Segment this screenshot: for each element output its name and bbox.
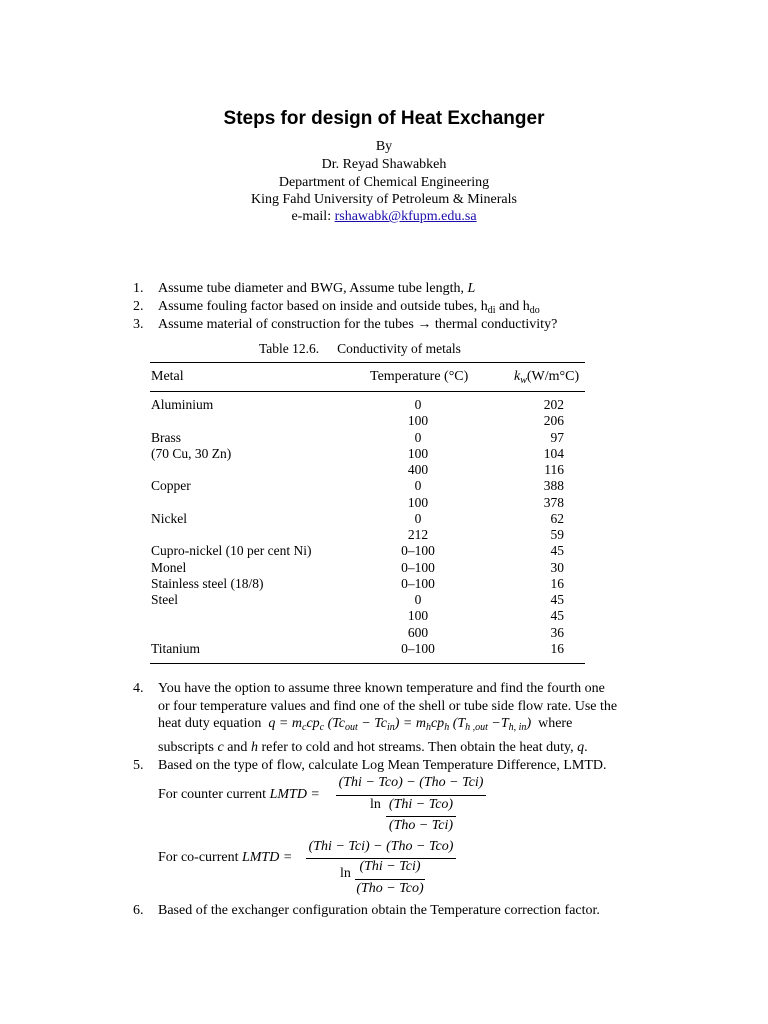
by-line: By — [375, 139, 393, 154]
co-ln: ln — [340, 866, 351, 881]
step-3-body: Assume material of construction for the tubes — [158, 317, 414, 332]
co-ln-numerator: (Thi − Tci) — [359, 859, 421, 874]
counter-ln-fraction-bar — [386, 816, 456, 817]
step-1-text — [158, 281, 475, 298]
table-cell-temperature: 0–100 — [401, 543, 435, 559]
table-cell-conductivity: 206 — [543, 413, 564, 429]
table-cell-temperature: 0 — [414, 397, 422, 412]
step-3-number: 3. — [133, 317, 144, 332]
step-4-line-1: You have the option to assume three known temperature and find the fourth one — [158, 681, 605, 696]
table-cell-temperature: 0 — [414, 510, 422, 526]
table-cell-temperature: 100 — [407, 413, 429, 429]
table-cell-temperature: 212 — [407, 527, 429, 542]
step-1-number: 1. — [133, 281, 144, 296]
counter-ln: ln — [370, 797, 381, 812]
step-2-sub-di: di — [487, 305, 496, 316]
university-name: King Fahd University of Petroleum & Minerals — [251, 192, 517, 207]
step-3-text — [158, 317, 557, 334]
step-2-sub-do: do — [529, 305, 540, 316]
heat-duty-label: heat duty equation — [158, 716, 262, 731]
lmtd-symbol-co: LMTD = — [241, 850, 293, 865]
step-4-line-4: subscripts c and h refer to cold and hot streams. Then obtain the heat duty, q. — [158, 740, 588, 755]
table-cell-conductivity: 16 — [550, 575, 564, 591]
table-cell-conductivity: 388 — [543, 478, 564, 494]
table-cell-temperature: 0 — [414, 592, 422, 607]
table-cell-metal: (70 Cu, 30 Zn) — [151, 445, 232, 461]
table-cell-temperature: 100 — [407, 494, 429, 510]
table-cell-conductivity: 16 — [550, 640, 564, 656]
column-header-temperature: Temperature (°C) — [370, 369, 469, 384]
table-cell-temperature: 0 — [414, 429, 422, 445]
table-cell-metal: Stainless steel (18/8) — [151, 575, 264, 591]
step-6-number: 6. — [133, 903, 144, 918]
table-bottom-rule — [150, 663, 585, 664]
table-cell-metal: Cupro-nickel (10 per cent Ni) — [151, 543, 312, 559]
table-caption-text: Conductivity of metals — [337, 341, 461, 356]
email-line — [0, 209, 768, 226]
table-cell-conductivity: 62 — [550, 510, 564, 526]
department-name: Department of Chemical Engineering — [278, 175, 490, 190]
step-3-result: thermal conductivity? — [434, 317, 558, 332]
counter-numerator: (Thi − Tco) − (Tho − Tci) — [338, 775, 484, 790]
co-numerator: (Thi − Tci) − (Tho − Tco) — [308, 839, 454, 854]
table-cell-conductivity: 59 — [550, 527, 564, 542]
table-cell-conductivity: 97 — [550, 429, 564, 445]
table-cell-conductivity: 30 — [550, 559, 564, 575]
table-cell-temperature: 0–100 — [401, 575, 435, 591]
table-cell-conductivity: 104 — [543, 445, 564, 461]
table-caption — [259, 341, 461, 357]
table-cell-metal: Titanium — [151, 640, 201, 656]
table-cell-conductivity: 45 — [550, 592, 564, 607]
table-cell-metal: Steel — [151, 592, 178, 607]
table-cell-metal: Brass — [151, 429, 181, 445]
step-2-text — [158, 299, 540, 317]
table-cell-metal: Copper — [151, 478, 191, 494]
table-label: Table 12.6. — [259, 341, 320, 356]
column-header-metal: Metal — [151, 369, 184, 384]
table-cell-temperature: 0–100 — [401, 640, 435, 656]
table-cell-temperature: 0 — [414, 478, 422, 494]
step-4-line-2: or four temperature values and find one of the shell or tube side flow rate. Use the — [158, 699, 618, 714]
co-ln-denominator: (Tho − Tco) — [356, 881, 424, 896]
step-5-number: 5. — [133, 758, 144, 773]
table-cell-conductivity: 116 — [544, 462, 564, 477]
step-2-and: and h — [495, 299, 530, 314]
table-cell-conductivity: 36 — [550, 624, 564, 640]
lmtd-symbol: LMTD = — [269, 787, 320, 802]
table-cell-temperature: 0–100 — [401, 559, 435, 575]
step-1-body: Assume tube diameter and BWG, Assume tube length, — [158, 281, 464, 296]
table-cell-temperature: 100 — [407, 445, 429, 461]
table-cell-metal: Monel — [151, 559, 187, 575]
counter-ln-numerator: (Thi − Tco) — [388, 797, 454, 812]
heat-duty-equation: $q = m_ccp_c$ $(Tc_{out} - Tc_{in}) = m_hcp_h$ $(T_{h ,out} -T_{h, in})$ — [264, 716, 535, 733]
table-cell-conductivity: 202 — [543, 397, 564, 412]
table-cell-temperature: 600 — [407, 624, 429, 640]
step-6-text: Based of the exchanger configuration obtain the Temperature correction factor. — [158, 903, 600, 918]
table-cell-conductivity: 45 — [550, 608, 564, 624]
table-cell-metal: Nickel — [151, 510, 187, 526]
table-cell-temperature: 400 — [407, 462, 429, 477]
counter-ln-denominator: (Tho − Tci) — [388, 818, 454, 833]
step-4-number: 4. — [133, 681, 144, 696]
step-2-number: 2. — [133, 299, 144, 314]
counter-current-text: For counter current — [158, 787, 267, 802]
co-current-text: For co-current — [158, 850, 239, 865]
step-5-line-1: Based on the type of flow, calculate Log Mean Temperature Difference, LMTD. — [158, 758, 607, 773]
email-link[interactable]: rshawabk@kfupm.edu.sa — [334, 209, 477, 224]
step-4-line-3 — [158, 716, 572, 734]
table-cell-conductivity: 45 — [550, 543, 564, 559]
document-title: Steps for design of Heat Exchanger — [223, 108, 545, 129]
table-header-rule — [150, 391, 585, 392]
counter-fraction-bar — [336, 795, 486, 796]
table-cell-metal: Aluminium — [151, 397, 214, 412]
author-name: Dr. Reyad Shawabkeh — [321, 157, 447, 172]
step-2-body: Assume fouling factor based on inside and outside tubes, h — [158, 299, 488, 314]
column-header-conductivity: $k_w(W/m^\circ C)$ — [514, 369, 580, 386]
table-cell-temperature: 100 — [407, 608, 429, 624]
co-ln-fraction-bar — [355, 879, 425, 880]
step-1-variable: L — [467, 281, 476, 296]
table-cell-conductivity: 378 — [543, 494, 564, 510]
arrow-right-icon: → — [417, 317, 432, 332]
heat-duty-where: where — [538, 716, 573, 731]
email-label: e-mail: — [291, 209, 332, 224]
co-current-label — [158, 850, 292, 867]
counter-current-label — [158, 787, 320, 804]
table-top-rule — [150, 362, 585, 363]
